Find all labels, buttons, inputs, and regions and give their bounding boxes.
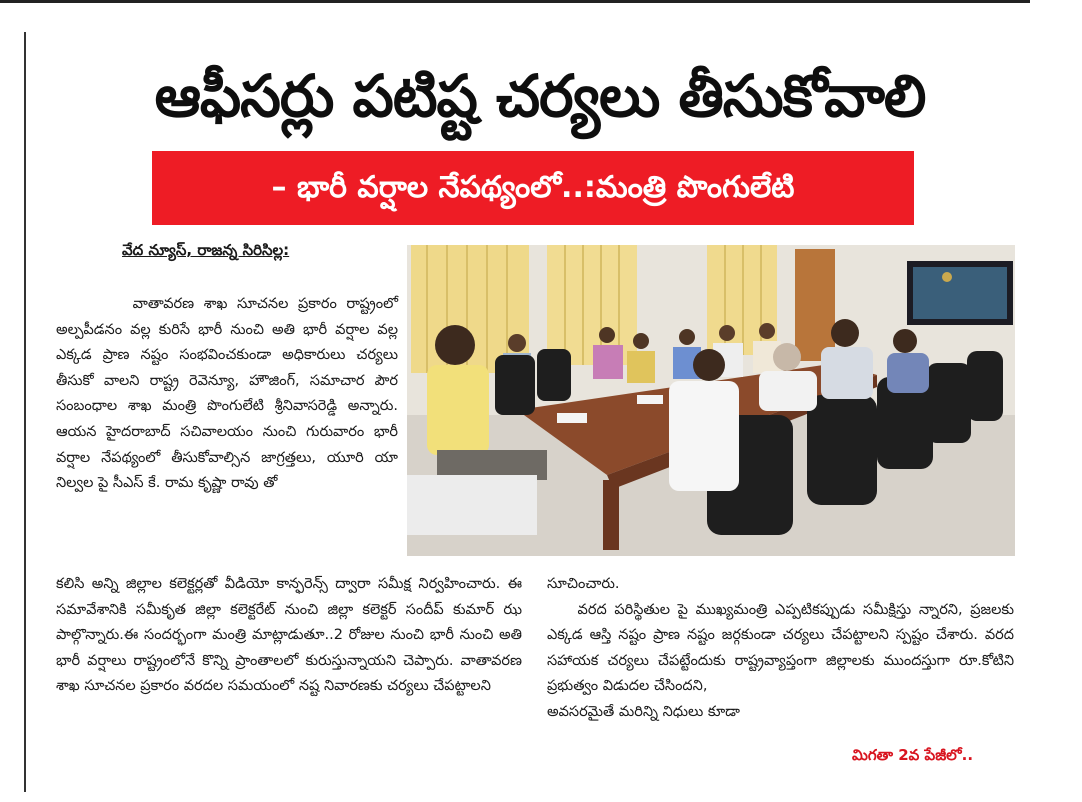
column-rule bbox=[24, 32, 26, 792]
top-rule bbox=[0, 0, 1030, 3]
continued-on-page-2: మిగతా 2వ పేజీలో.. bbox=[852, 746, 974, 764]
article-paragraph-3: సూచించారు. వరద పరిస్థితుల పై ముఖ్యమంత్రి ఎప్పటికప్పుడు సమీక్షిస్తు న్నారని, ప్రజలకు ఎక్కడ ఆస్తి నష్టం ప్రాణ నష్టం జర్గకుండా చర్యలు చేపట్టాలని స్పష్టం చేశారు. వరద సహాయక చర్యలు చేపట్టేందుకు రాష్ట్రవ్యాప్తంగా జిల్లాలకు ముందస్తుగా రూ.కోటిని ప్రభుత్వం విడుదల చేసిందని, అవసరమైతే మరిన్ని నిధులు కూడా bbox=[547, 576, 1014, 720]
article-paragraph-2: కలిసి అన్ని జిల్లాల కలెక్టర్లతో వీడియో కాన్ఫరెన్స్ ద్వారా సమీక్ష నిర్వహించారు. ఈ సమావేశానికి సమీకృత జిల్లా కలెక్టరేట్ నుంచి జిల్లా కలెక్టర్ సందీప్ కుమార్ ఝ పాల్గొన్నారు.ఈ సందర్భంగా మంత్రి మాట్లాడుతూ..2 రోజుల నుంచి భారీ నుంచి అతి భారీ వర్షాలు రాష్ట్రంలోనే కొన్ని ప్రాంతాలలో కురుస్తున్నాయని చెప్పారు. వాతావరణ శాఖ సూచనల ప్రకారం వరదల సమయంలో నష్ట నివారణకు చర్యలు చేపట్టాలని bbox=[56, 576, 527, 695]
headline: ఆఫీసర్లు పటిష్ట చర్యలు తీసుకోవాలి bbox=[154, 62, 926, 130]
article-paragraph-1: వాతావరణ శాఖ సూచనల ప్రకారం రాష్ట్రంలో అల్పపీడనం వల్ల కురిసే భారీ నుంచి అతి భారీ వర్షాల వల్ల ఎక్కడ ప్రాణ నష్టం సంభవించకుండా అధికారులు చర్యలు తీసుకో వాలని రాష్ట్ర రెవెన్యూ, హౌజింగ్, సమాచార పౌర సంబంధాల శాఖ మంత్రి పొంగులేటి శ్రీనివాసరెడ్డి అన్నారు. ఆయన హైదరాబాద్ సచివాలయం నుంచి గురువారం భారీ వర్షాల నేపథ్యంలో తీసుకోవాల్సిన జాగ్రత్తలు, యూరి యా నిల్వల పై సీఎస్ కే. రామ కృష్ణా రావు తో bbox=[56, 296, 403, 492]
meeting-photo bbox=[407, 245, 1015, 556]
dateline: వేద న్యూస్, రాజన్న సిరిసిల్ల: bbox=[122, 241, 290, 259]
subheadline-banner: – భారీ వర్షాల నేపథ్యంలో..:మంత్రి పొంగులేటి bbox=[152, 151, 914, 225]
